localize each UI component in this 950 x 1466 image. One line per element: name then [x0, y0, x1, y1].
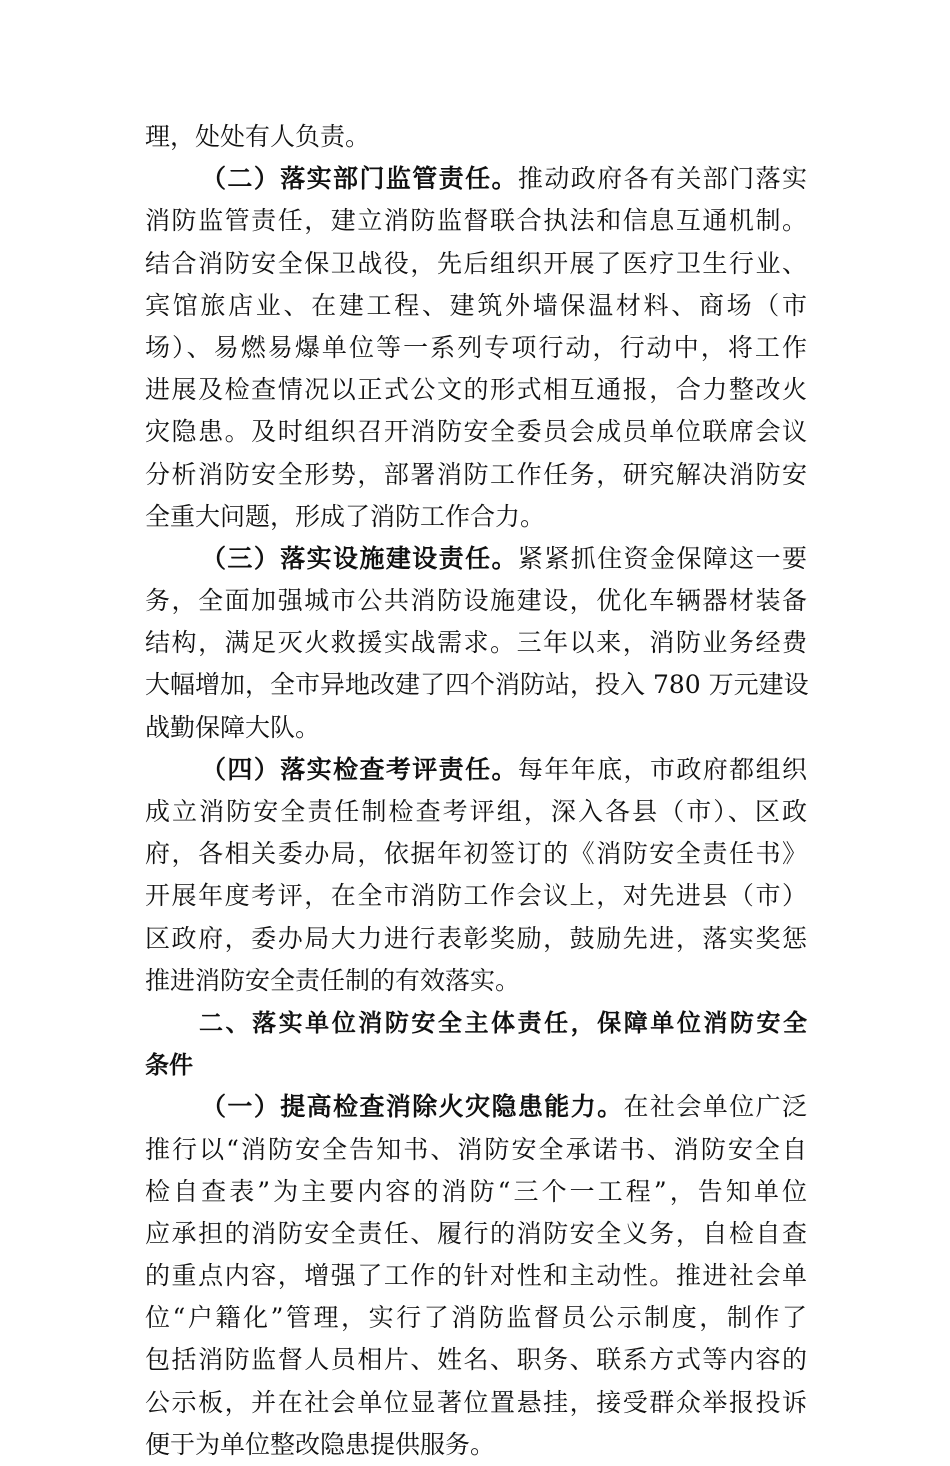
paragraph-lead: （四）落实检查考评责任。	[201, 754, 518, 784]
text-line	[145, 1086, 807, 1128]
paragraph-inspection-evaluation	[145, 749, 807, 1002]
text-line: 推进消防安全责任制的有效落实。	[145, 965, 521, 995]
text-line: 分析消防安全形势，部署消防工作任务，研究解决消防安	[145, 459, 807, 489]
text-line: 推行以“消防安全告知书、消防安全承诺书、消防安全自	[145, 1134, 807, 1164]
text-line: 包括消防监督人员相片、姓名、职务、联系方式等内容的	[145, 1345, 807, 1375]
paragraph-facility-construction	[145, 538, 807, 749]
line-text: 推动政府各有关部门落实	[517, 164, 807, 194]
paragraph-lead: （三）落实设施建设责任。	[201, 543, 518, 573]
text-line: 府，各相关委办局，依据年初签订的《消防安全责任书》	[145, 839, 807, 869]
text-line: 便于为单位整改隐患提供服务。	[145, 1429, 496, 1459]
text-line: 成立消防安全责任制检查考评组，深入各县（市）、区政	[145, 797, 807, 826]
text-line: 场）、易燃易爆单位等一系列专项行动，行动中，将工作	[145, 332, 807, 362]
text-line: 公示板，并在社会单位显著位置悬挂，接受群众举报投诉	[145, 1387, 807, 1417]
text-line: 全重大问题，形成了消防工作合力。	[145, 501, 546, 531]
text-line	[145, 158, 807, 200]
text-line: 的重点内容，增强了工作的针对性和主动性。推进社会单	[145, 1261, 807, 1291]
text-line: 结构，满足灭火救援实战需求。三年以来，消防业务经费	[145, 628, 807, 658]
line-text: 在社会单位广泛	[623, 1092, 807, 1122]
text-line: 大幅增加，全市异地改建了四个消防站，投入 780 万元建设	[145, 670, 809, 700]
text-line: 应承担的消防安全责任、履行的消防安全义务，自检自查	[145, 1218, 807, 1248]
section-heading	[145, 1002, 807, 1086]
text-line: 消防监管责任，建立消防监督联合执法和信息互通机制。	[145, 206, 807, 236]
heading-line: 条件	[145, 1051, 193, 1080]
text-line: 结合消防安全保卫战役，先后组织开展了医疗卫生行业、	[145, 248, 807, 278]
text-line: 位“户籍化”管理，实行了消防监督员公示制度，制作了	[145, 1303, 807, 1333]
text-line: 灾隐患。及时组织召开消防安全委员会成员单位联席会议	[145, 417, 807, 447]
text-line: 开展年度考评，在全市消防工作会议上，对先进县（市）	[145, 881, 807, 911]
text-line: 理，处处有人负责。	[145, 122, 371, 151]
paragraph-hazard-elimination	[145, 1086, 807, 1466]
text-line: 进展及检查情况以正式公文的形式相互通报，合力整改火	[145, 375, 807, 405]
paragraph-continuation	[145, 116, 807, 158]
line-text: 每年年底，市政府都组织	[517, 754, 807, 784]
heading-line: 二、落实单位消防安全主体责任，保障单位消防安全	[199, 1008, 807, 1037]
text-line	[145, 749, 807, 791]
text-line: 检自查表”为主要内容的消防“三个一工程”，告知单位	[145, 1176, 807, 1206]
text-line: 务，全面加强城市公共消防设施建设，优化车辆器材装备	[145, 586, 807, 616]
document-body	[145, 116, 807, 1466]
text-line: 战勤保障大队。	[145, 712, 321, 742]
line-text: 紧紧抓住资金保障这一要	[517, 543, 807, 573]
text-line: 宾馆旅店业、在建工程、建筑外墙保温材料、商场（市	[145, 290, 807, 320]
paragraph-lead: （一）提高检查消除火灾隐患能力。	[201, 1092, 624, 1122]
paragraph-lead: （二）落实部门监管责任。	[201, 164, 518, 194]
text-line	[145, 538, 807, 580]
paragraph-department-supervision	[145, 158, 807, 538]
text-line: 区政府，委办局大力进行表彰奖励，鼓励先进，落实奖惩	[145, 923, 807, 953]
